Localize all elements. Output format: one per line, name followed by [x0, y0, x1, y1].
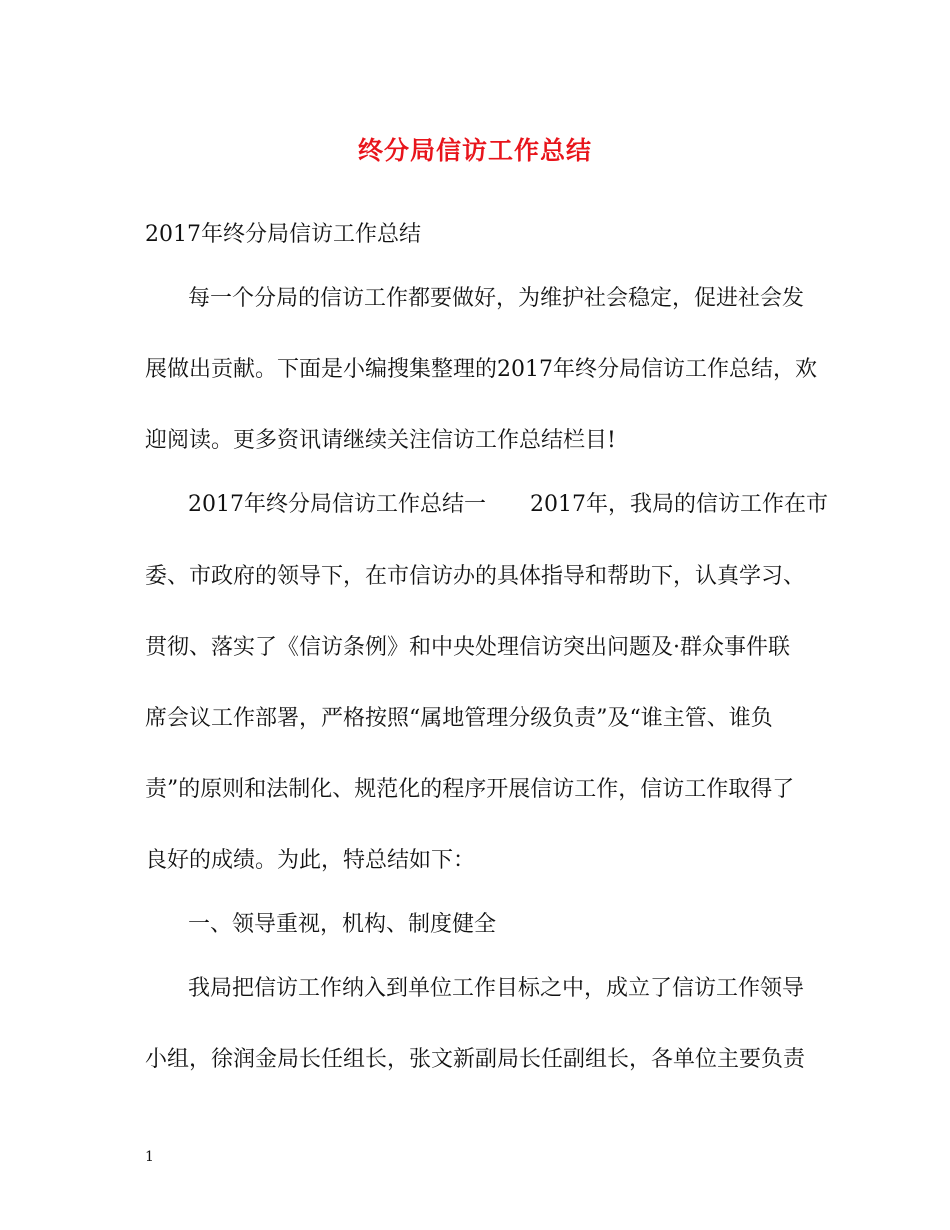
subtitle-line: 2017年终分局信访工作总结: [145, 222, 421, 247]
document-title: 终分局信访工作总结: [357, 136, 592, 165]
paragraph-line: 良好的成绩。为此，特总结如下：: [145, 848, 476, 873]
paragraph-line: 贯彻、落实了《信访条例》和中央处理信访突出问题及·群众事件联: [145, 635, 790, 660]
page-number: 1: [145, 1149, 154, 1165]
paragraph-line: 我局把信访工作纳入到单位工作目标之中，成立了信访工作领导: [188, 976, 805, 1001]
paragraph-line: 迎阅读。更多资讯请继续关注信访工作总结栏目!: [145, 428, 616, 453]
paragraph-line: 展做出贡献。下面是小编搜集整理的2017年终分局信访工作总结，欢: [145, 357, 817, 382]
paragraph-line: 小组，徐润金局长任组长，张文新副局长任副组长，各单位主要负责: [145, 1047, 806, 1072]
paragraph-line: 委、市政府的领导下，在市信访办的具体指导和帮助下，认真学习、: [145, 564, 806, 589]
paragraph-line: 2017年终分局信访工作总结一 2017年，我局的信访工作在市: [188, 492, 828, 517]
paragraph-line: 每一个分局的信访工作都要做好，为维护社会稳定，促进社会发: [188, 286, 805, 311]
section-heading: 一、领导重视，机构、制度健全: [188, 912, 497, 937]
paragraph-line: 席会议工作部署，严格按照“属地管理分级负责”及“谁主管、谁负: [145, 706, 773, 731]
paragraph-line: 责”的原则和法制化、规范化的程序开展信访工作，信访工作取得了: [145, 777, 795, 802]
